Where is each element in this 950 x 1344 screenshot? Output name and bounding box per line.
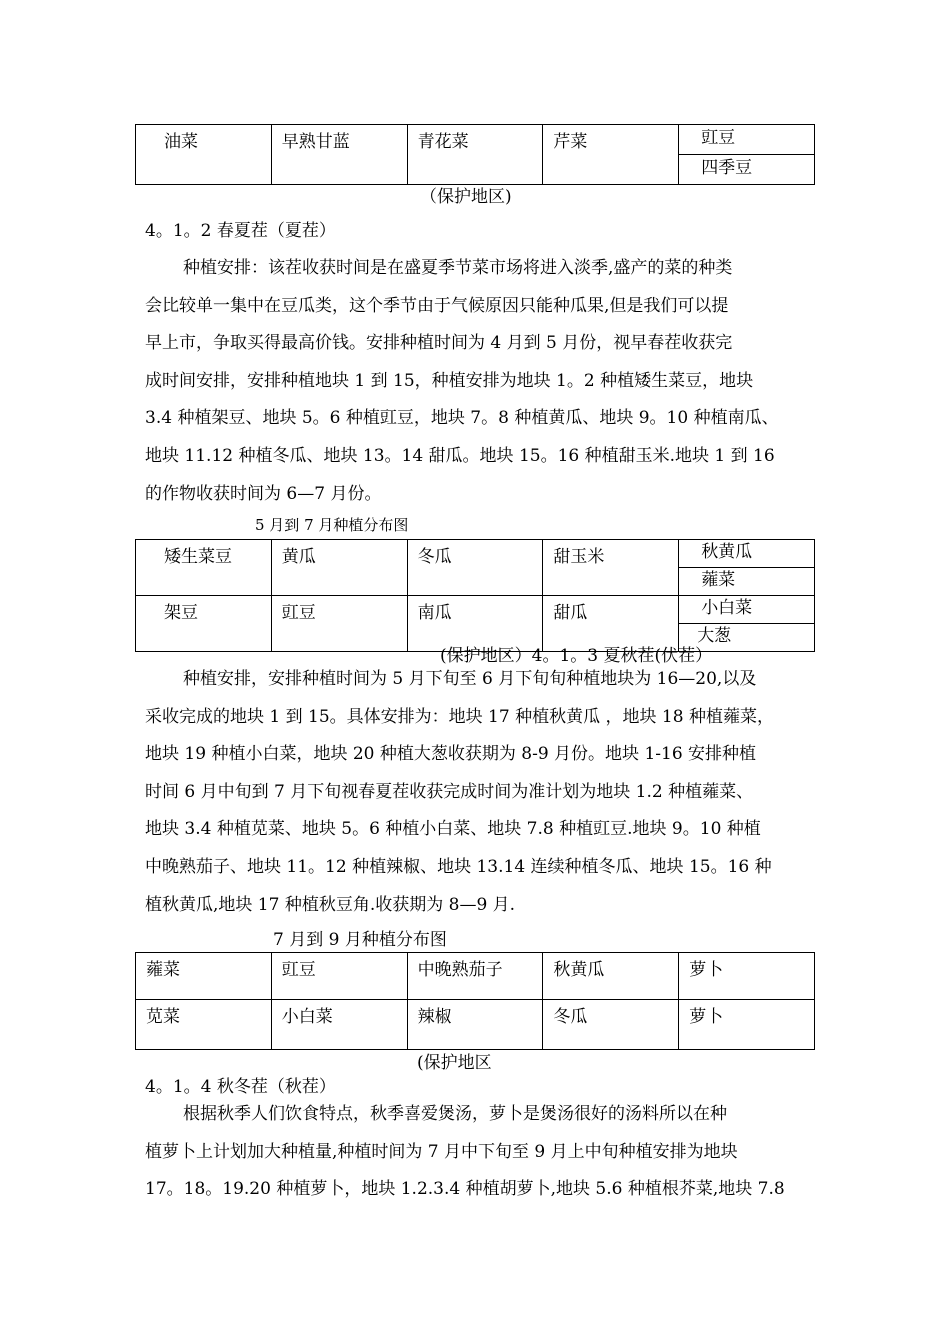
planting-table-3 xyxy=(135,952,815,1050)
text-line: 成时间安排，安排种植地块 1 到 15，种植安排为地块 1。2 种植矮生菜豆，地块 xyxy=(145,370,754,391)
table-cell xyxy=(271,540,407,596)
table-cell-split xyxy=(679,540,815,596)
cell-text: 黄瓜 xyxy=(281,547,316,567)
paragraph-summer-autumn xyxy=(145,661,815,924)
cell-text: 青花菜 xyxy=(417,132,469,152)
text-line: 植秋黄瓜,地块 17 种植秋豆角.收获期为 8—9 月. xyxy=(145,894,516,915)
table-cell xyxy=(543,1000,679,1050)
text-line: 种植安排：该茬收获时间是在盛夏季节菜市场将进入淡季,盛产的菜的种类 xyxy=(183,258,733,278)
table-cell xyxy=(543,540,679,596)
table-cell xyxy=(407,1000,543,1050)
table-cell-split xyxy=(679,125,815,185)
cell-text: 辣椒 xyxy=(417,1007,452,1027)
table-cell xyxy=(679,953,815,1000)
table-title: 5 月到 7 月种植分布图 xyxy=(255,516,409,534)
cell-text: 冬瓜 xyxy=(417,547,452,567)
cell-text: 萝卜 xyxy=(689,1007,724,1027)
cell-text: 秋黄瓜 xyxy=(701,542,753,562)
table-cell xyxy=(679,1000,815,1050)
cell-text: 萝卜 xyxy=(689,960,724,980)
section-heading: 4。1。2 春夏茬（夏茬） xyxy=(145,221,336,241)
cell-text: 大葱 xyxy=(679,623,814,651)
text-line: 会比较单一集中在豆瓜类，这个季节由于气候原因只能种瓜果,但是我们可以提 xyxy=(145,295,729,316)
text-line: 地块 3.4 种植苋菜、地块 5。6 种植小白菜、地块 7.8 种植豇豆.地块 9。10 种植 xyxy=(145,819,761,840)
paragraph-spring-summer xyxy=(145,250,815,513)
table-title: 7 月到 9 月种植分布图 xyxy=(273,930,447,950)
cell-text: 豇豆 xyxy=(281,603,316,623)
table-caption: (保护地区）4。1。3 夏秋茬(伏茬） xyxy=(440,646,713,666)
text-line: 3.4 种植架豆、地块 5。6 种植豇豆，地块 7。8 种植黄瓜、地块 9。10 种植南瓜、 xyxy=(145,408,779,429)
text-line: 地块 11.12 种植冬瓜、地块 13。14 甜瓜。地块 15。16 种植甜玉米.地块 1 到 16 xyxy=(145,445,775,466)
text-line: 17。18。19.20 种植萝卜，地块 1.2.3.4 种植胡萝卜,地块 5.6 种植根芥菜,地块 7.8 xyxy=(145,1179,785,1200)
cell-text: 南瓜 xyxy=(417,603,452,623)
cell-text: 冬瓜 xyxy=(553,1007,588,1027)
text-line: 种植安排，安排种植时间为 5 月下旬至 6 月下旬旬种植地块为 16—20,以及 xyxy=(183,669,757,689)
text-line: 采收完成的地块 1 到 15。具体安排为：地块 17 种植秋黄瓜 ，地块 18 种植蕹菜， xyxy=(145,706,774,727)
cell-text: 苋菜 xyxy=(146,1007,180,1027)
table-cell xyxy=(271,953,407,1000)
text-line: 时间 6 月中旬到 7 月下旬视春夏茬收获完成时间为准计划为地块 1.2 种植蕹菜、 xyxy=(145,781,754,802)
table-caption: （保护地区) xyxy=(420,187,512,207)
cell-text: 豇豆 xyxy=(701,128,736,148)
text-line: 的作物收获时间为 6—7 月份。 xyxy=(145,483,382,504)
cell-text: 甜瓜 xyxy=(553,603,588,623)
cell-text: 芹菜 xyxy=(553,132,588,152)
cell-text: 小白菜 xyxy=(281,1007,333,1027)
planting-table-1 xyxy=(135,124,815,185)
cell-text: 油菜 xyxy=(164,132,198,152)
table-cell xyxy=(407,540,543,596)
table-cell xyxy=(543,953,679,1000)
table-cell xyxy=(271,1000,407,1050)
section-heading: 4。1。4 秋冬茬（秋茬） xyxy=(145,1077,336,1097)
text-line: 早上市，争取买得最高价钱。安排种植时间为 4 月到 5 月份，视早春茬收获完 xyxy=(145,333,733,354)
table-cell xyxy=(136,953,272,1000)
cell-text: 秋黄瓜 xyxy=(553,960,605,980)
table-cell xyxy=(136,540,272,596)
cell-text: 中晚熟茄子 xyxy=(417,960,503,980)
cell-text: 甜玉米 xyxy=(553,547,605,567)
table-cell xyxy=(407,125,543,185)
paragraph-autumn-winter xyxy=(145,1096,815,1209)
table-cell xyxy=(136,1000,272,1050)
cell-text: 四季豆 xyxy=(679,154,814,184)
text-line: 地块 19 种植小白菜，地块 20 种植大葱收获期为 8-9 月份。地块 1-16 安排种植 xyxy=(145,744,757,765)
planting-table-2 xyxy=(135,539,815,652)
table-caption: (保护地区 xyxy=(417,1053,492,1073)
cell-text: 矮生菜豆 xyxy=(164,547,232,567)
table-cell xyxy=(543,125,679,185)
cell-text: 小白菜 xyxy=(701,598,753,618)
table-cell xyxy=(407,953,543,1000)
text-line: 中晚熟茄子、地块 11。12 种植辣椒、地块 13.14 连续种植冬瓜、地块 15。16 种 xyxy=(145,856,772,877)
text-line: 根据秋季人们饮食特点，秋季喜爱煲汤，萝卜是煲汤很好的汤料所以在种 xyxy=(183,1104,727,1124)
cell-text: 架豆 xyxy=(164,603,198,623)
table-cell xyxy=(271,596,407,652)
table-cell xyxy=(136,596,272,652)
cell-text: 蕹菜 xyxy=(679,567,814,595)
table-cell xyxy=(136,125,272,185)
cell-text: 早熟甘蓝 xyxy=(281,132,350,152)
table-cell xyxy=(271,125,407,185)
cell-text: 蕹菜 xyxy=(146,960,180,980)
cell-text: 豇豆 xyxy=(281,960,316,980)
text-line: 植萝卜上计划加大种植量,种植时间为 7 月中下旬至 9 月上中旬种植安排为地块 xyxy=(145,1141,738,1162)
